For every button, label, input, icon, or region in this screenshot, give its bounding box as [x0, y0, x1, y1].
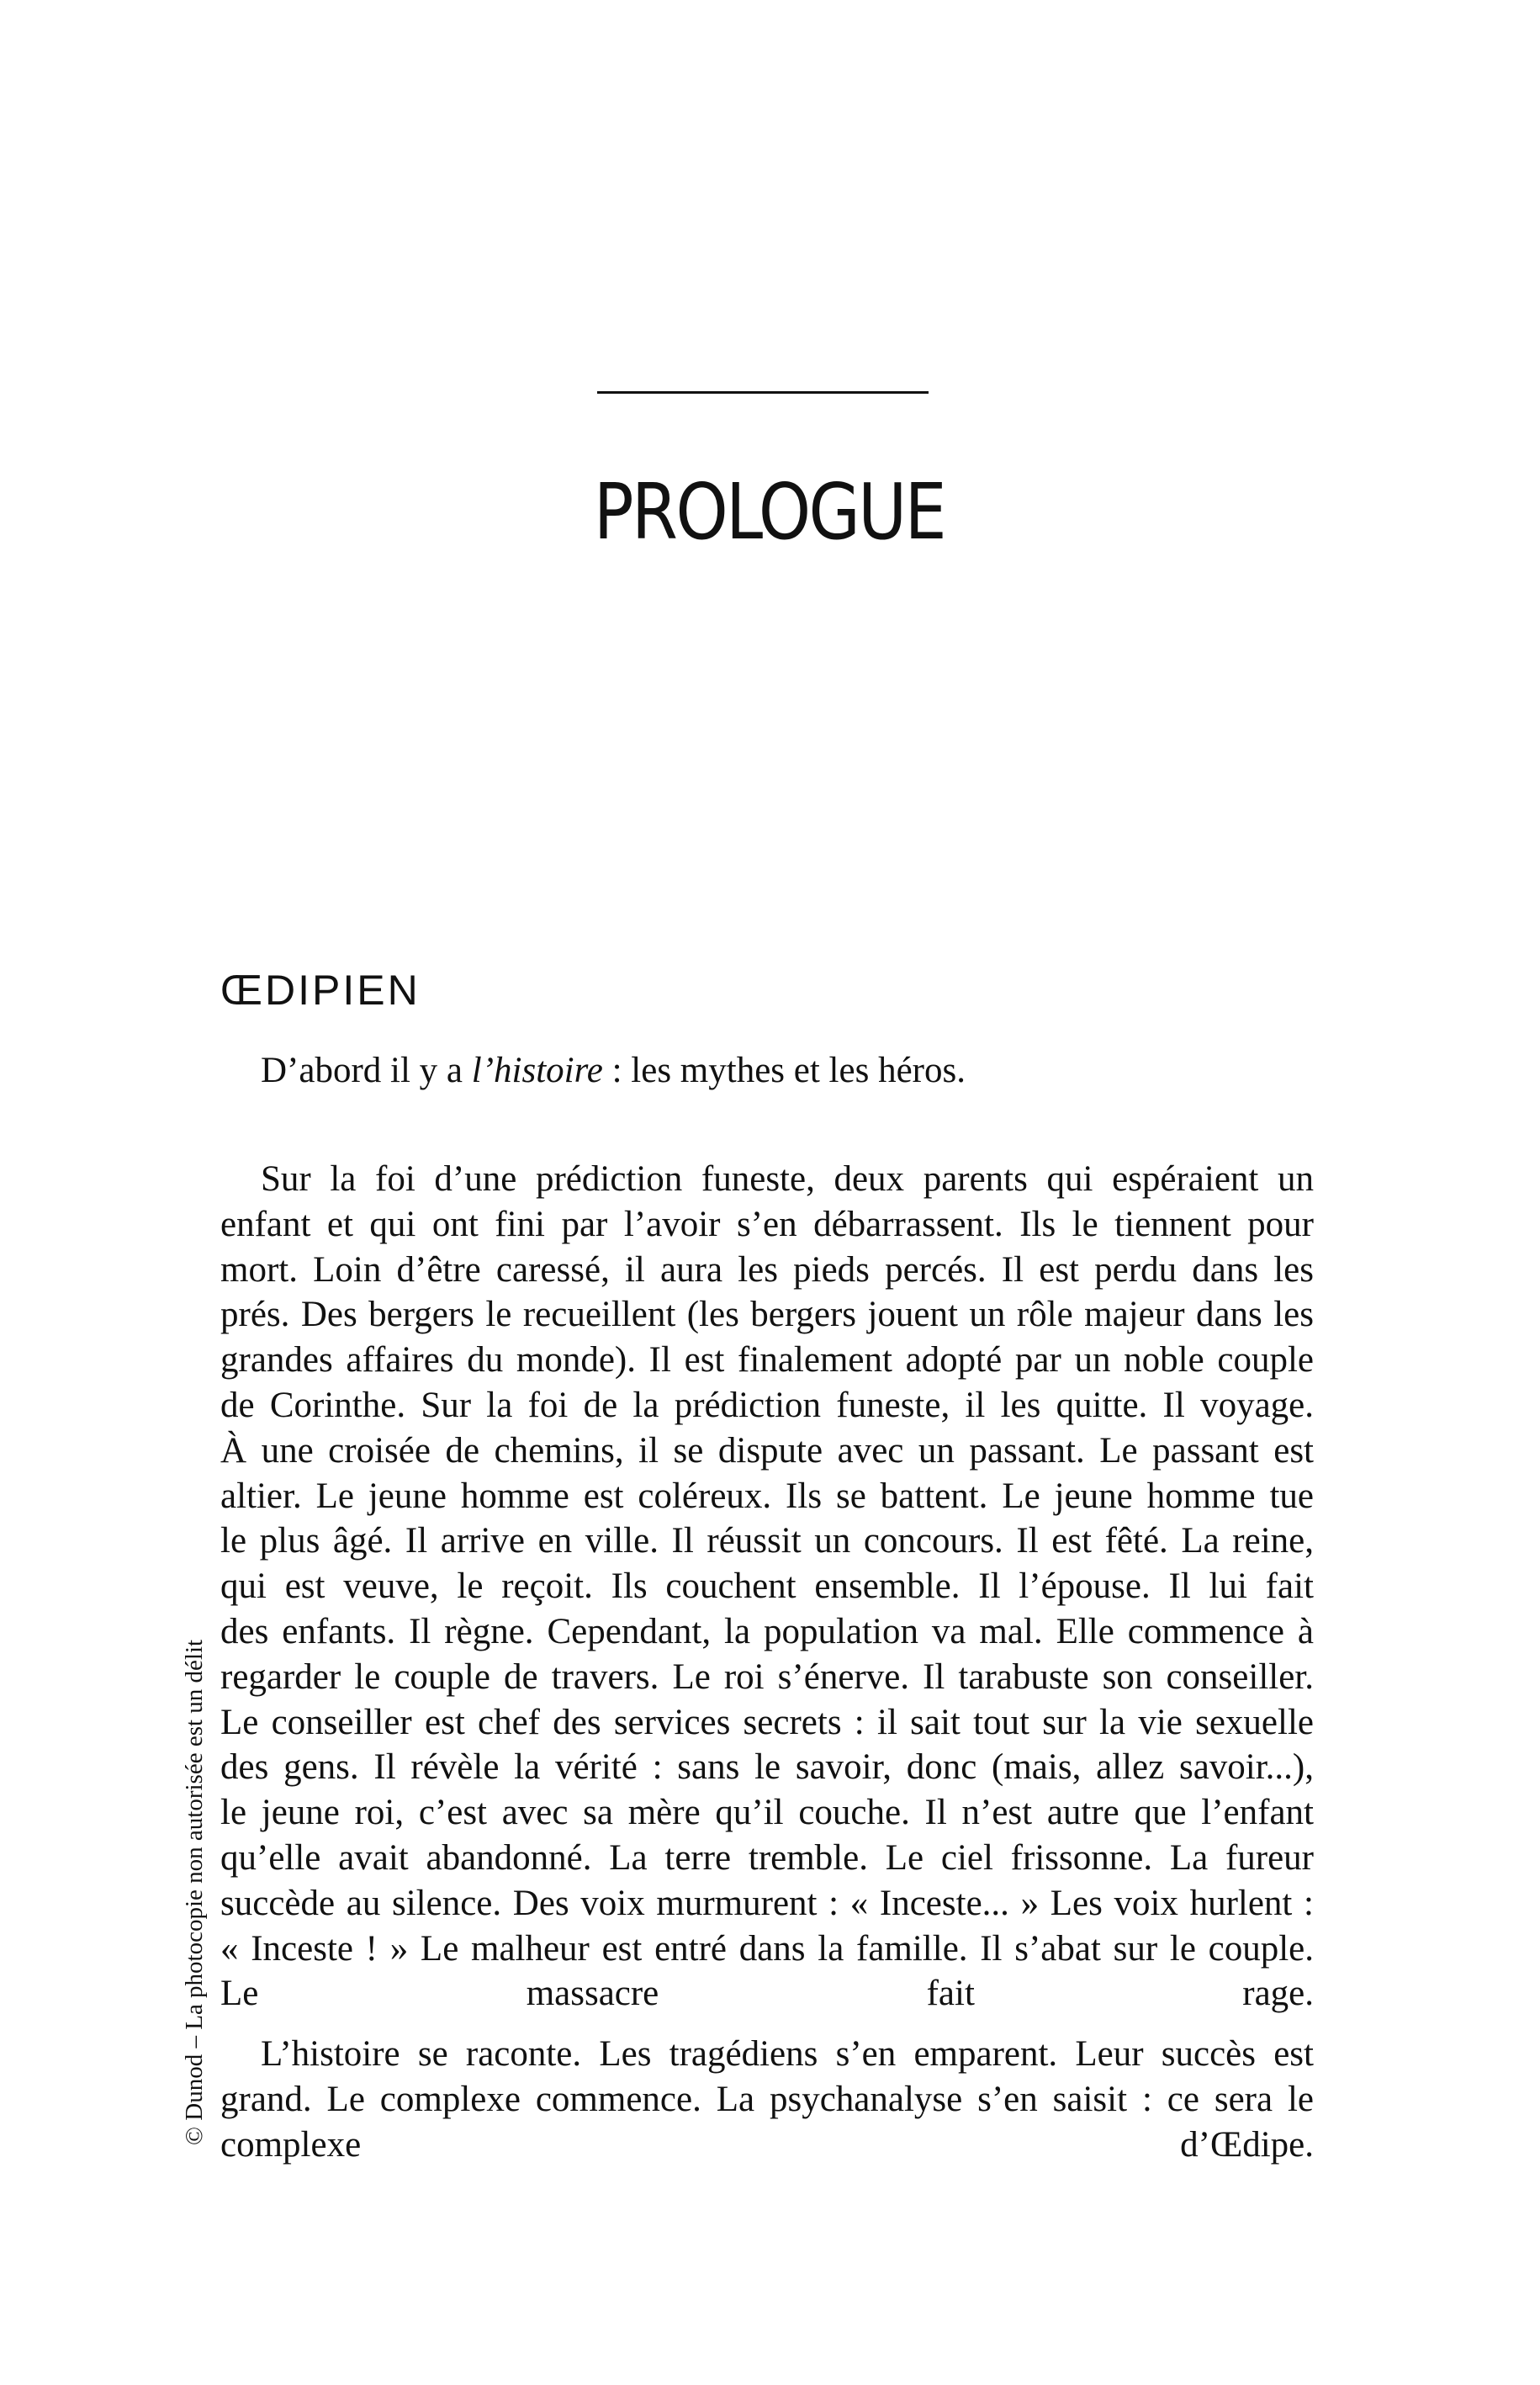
copyright-notice: © Dunod – La photocopie non autorisée est un délit — [181, 1639, 208, 2145]
text-line: le plus âgé. Il arrive en ville. Il réussit un concours. Il est fêté. La reine, — [220, 1521, 1314, 1561]
text-line: des enfants. Il règne. Cependant, la population va mal. Elle commence à — [220, 1611, 1314, 1651]
text-line: Sur la foi d’une prédiction funeste, deux parents qui espéraient un — [261, 1159, 1314, 1199]
paragraph-2 — [220, 2032, 1314, 2167]
chapter-rule — [597, 391, 929, 394]
text-line: Le conseiller est chef des services secrets : il sait tout sur la vie sexuelle — [220, 1702, 1314, 1742]
text-line: grandes affaires du monde). Il est finalement adopté par un noble couple — [220, 1340, 1314, 1381]
text-line: succède au silence. Des voix murmurent : « Inceste... » Les voix hurlent : — [220, 1883, 1314, 1923]
text-line: prés. Des bergers le recueillent (les bergers jouent un rôle majeur dans les — [220, 1295, 1314, 1335]
text-line: qui est veuve, le reçoit. Ils couchent ensemble. Il l’épouse. Il lui fait — [220, 1566, 1314, 1607]
text-line: Le massacre fait rage. — [220, 1974, 1314, 2014]
intro-after: : les mythes et les héros. — [602, 1051, 966, 1090]
text-line: complexe d’Œdipe. — [220, 2124, 1314, 2165]
intro-sentence — [261, 1048, 966, 1093]
intro-before: D’abord il y a — [261, 1051, 472, 1090]
body-text — [220, 1157, 1314, 2168]
text-line: le jeune roi, c’est avec sa mère qu’il couche. Il n’est autre que l’enfant — [220, 1793, 1314, 1833]
paragraph-1 — [220, 1157, 1314, 2017]
text-line: altier. Le jeune homme est coléreux. Ils se battent. Le jeune homme tue — [220, 1476, 1314, 1516]
section-heading: ŒDIPIEN — [220, 967, 421, 1014]
text-line: de Corinthe. Sur la foi de la prédiction funeste, il les quitte. Il voyage. — [220, 1385, 1314, 1425]
text-line: enfant et qui ont fini par l’avoir s’en débarrassent. Ils le tiennent pour — [220, 1204, 1314, 1244]
intro-italic: l’histoire — [471, 1051, 603, 1090]
text-line: qu’elle avait abandonné. La terre tremble. Le ciel frissonne. La fureur — [220, 1837, 1314, 1878]
chapter-title: PROLOGUE — [593, 467, 945, 557]
text-line: grand. Le complexe commence. La psychanalyse s’en saisit : ce sera le — [220, 2079, 1314, 2119]
text-line: « Inceste ! » Le malheur est entré dans la famille. Il s’abat sur le couple. — [220, 1928, 1314, 1969]
text-line: L’histoire se raconte. Les tragédiens s’en emparent. Leur succès est — [261, 2034, 1314, 2075]
text-line: mort. Loin d’être caressé, il aura les pieds percés. Il est perdu dans les — [220, 1249, 1314, 1290]
text-line: À une croisée de chemins, il se dispute avec un passant. Le passant est — [220, 1430, 1314, 1471]
text-line: des gens. Il révèle la vérité : sans le savoir, donc (mais, allez savoir...), — [220, 1747, 1314, 1788]
text-line: regarder le couple de travers. Le roi s’énerve. Il tarabuste son conseiller. — [220, 1656, 1314, 1697]
